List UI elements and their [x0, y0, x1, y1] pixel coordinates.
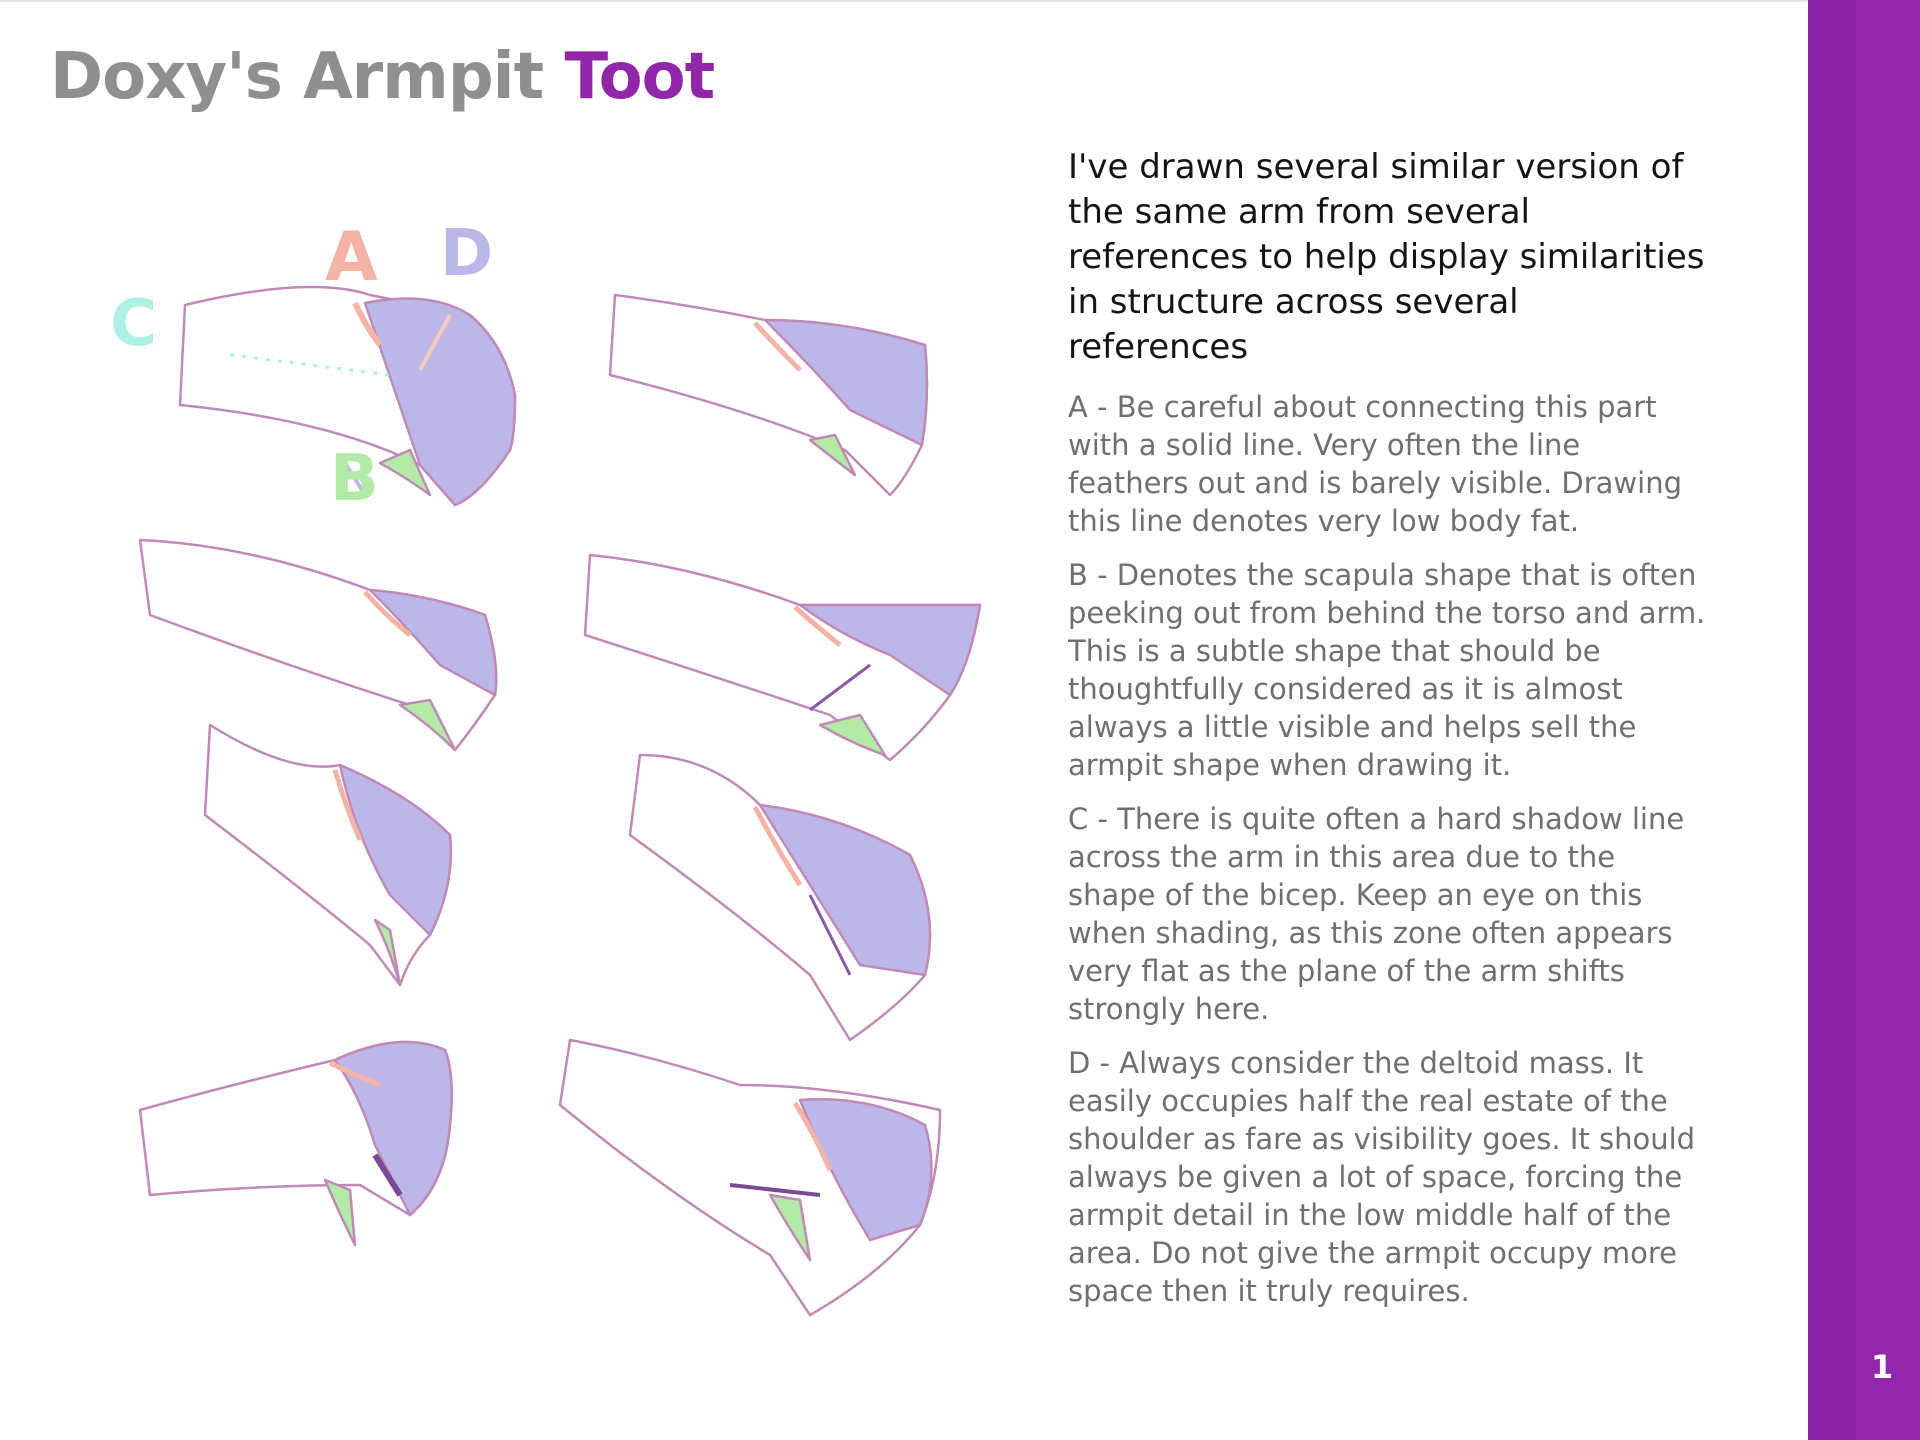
arm-sketch-2 [610, 295, 927, 495]
top-rule [0, 0, 1808, 2]
label-c: C [110, 287, 157, 361]
arm-sketch-4 [585, 555, 980, 760]
label-a: A [325, 218, 378, 297]
page-title [50, 40, 714, 114]
label-b: B [330, 442, 379, 516]
label-d: D [440, 217, 494, 291]
sidebar-stripe [1808, 0, 1856, 1440]
page-number: 1 [1870, 1348, 1894, 1386]
arm-sketch-5 [205, 725, 451, 985]
arm-sketch-3 [140, 540, 496, 750]
title-main: Doxy's Armpit [50, 40, 565, 114]
arm-sketch-6 [630, 755, 930, 1040]
arm-sketches-illustration [110, 195, 1010, 1345]
note-d: D - Always consider the deltoid mass. It easily occupies half the real estate of the shoulder as fare as visibility goes. It should always be given a lot of space, forcing the armpit detail in the low middle half of the area. Do not give the armpit occupy more space then it truly requires. [1068, 1046, 1696, 1308]
intro-paragraph: I've drawn several similar version of the same arm from several references to help display similarities in structure across several references [1068, 147, 1705, 367]
text-column [1068, 145, 1708, 1326]
title-accent: Toot [564, 40, 715, 114]
arm-sketch-8 [560, 1040, 940, 1315]
note-a: A - Be careful about connecting this part with a solid line. Very often the line feathers out and is barely visible. Drawing this line denotes very low body fat. [1068, 390, 1682, 538]
arm-sketch-7 [140, 1042, 452, 1245]
note-c: C - There is quite often a hard shadow line across the arm in this area due to the shape of the bicep. Keep an eye on this when shading, as this zone often appears very flat as the plane of the arm shifts strongly here. [1068, 802, 1685, 1026]
note-b: B - Denotes the scapula shape that is often peeking out from behind the torso and arm. This is a subtle shape that should be thoughtfully considered as it is almost always a little visible and helps sell the armpit shape when drawing it. [1068, 558, 1706, 782]
